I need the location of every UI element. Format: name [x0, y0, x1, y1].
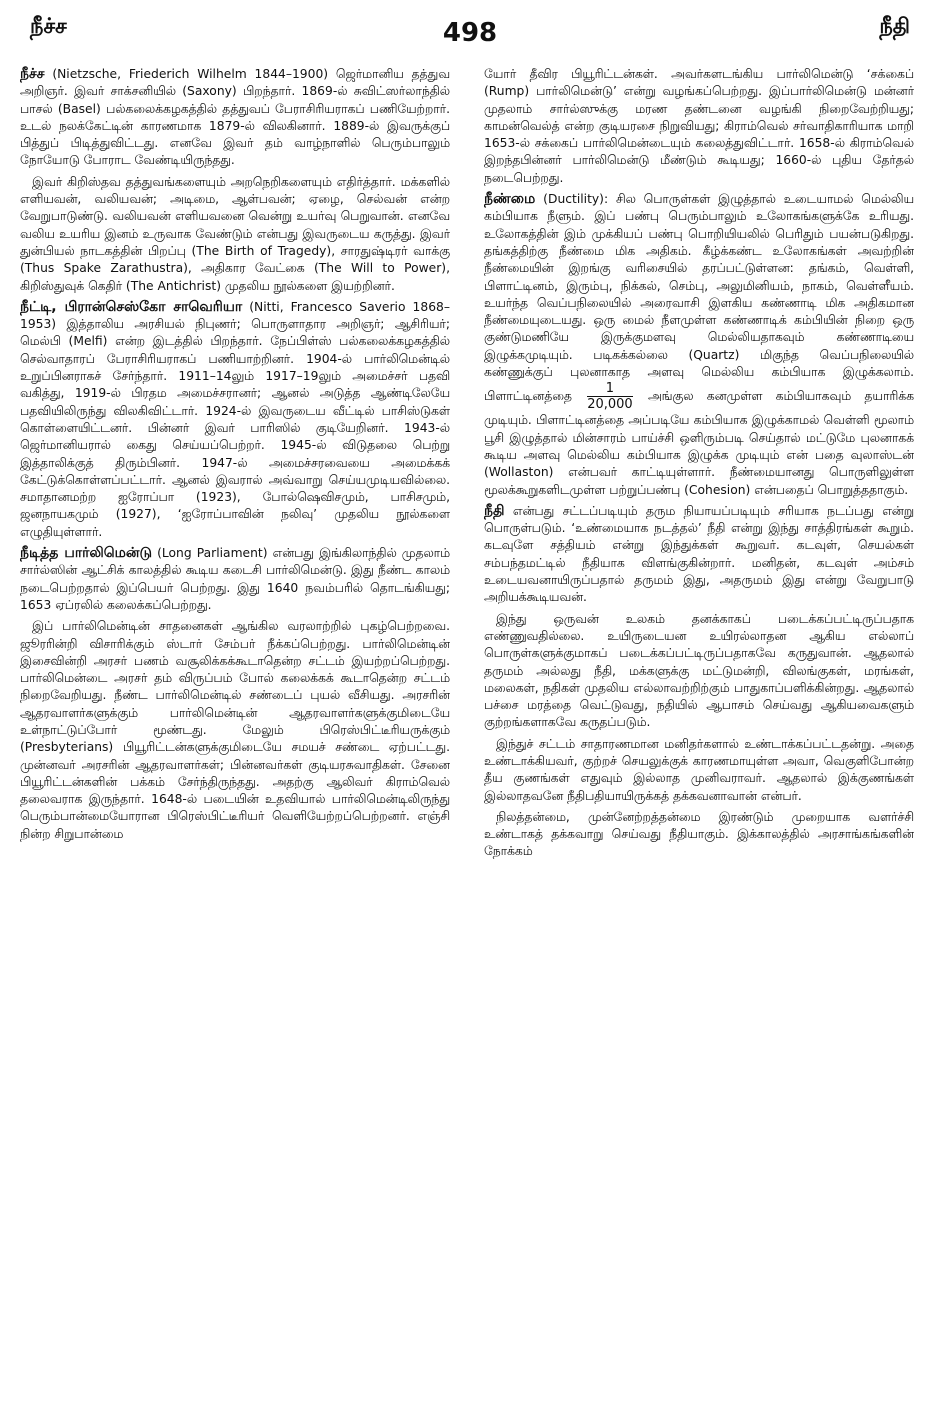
entry-long-parliament-continued: யோர் தீவிர பியூரிட்டன்கள். அவர்களடங்கிய பார்லிமென்டு ‘சக்கைப் (Rump) பார்லிமென்டு’ என்று வழங்கப்பெற்றது. இப்பார்லிமென்டு மன்னர் முதலாம் சார்ல்ஸுக்கு மரண தண்டனை வழங்கி நிறைவேற்றியது; காமன்வெல்த் என்ற குடியரசை நிறுவியது; கிராம்வெல் சர்வாதிகாரியாக மாறி 1653-ல் சக்கைப் பார்லிமென்டையும் கலைத்துவிட்டார். 1658-ல் கிராம்வெல் இறந்தபின்னர் பார்லிமென்டு மீண்டும் கூடியது; 1660-ல் புதிய தேர்தல் நடைபெற்றது. — [484, 67, 914, 185]
entry-nitti-body: (Nitti, Francesco Saverio 1868–1953) இத்தாலிய அரசியல் நிபுணர்; பொருளாதார அறிஞர்; ஆசிரியர்; மெல்பி (Melfi) என்ற இடத்தில் பிறந்தார். நேப்பிள்ஸ் பல்கலைக்கழகத்தில் செல்வாதாரப் பேராசிரியராகப் பணியாற்றினர். 1904-ல் பார்லிமென்டில் உறுப்பினராகச் சேர்ந்தார். 1911–14லும் 1917–19லும் அமைச்சர் பதவி வகித்து, 1919-ல் பிரதம அமைச்சரானர்; ஆனல் அடுத்த ஆண்டிலேயே பதவியிலிருந்து விலகிவிட்டார். 1924-ல் இவருடைய வீட்டில் பாசிஸ்டுகள் கொள்ளையிட்டனர். பின்னர் இவர் பாரிஸில் குடியேறினர். 1943-ல் ஜெர்மானியரால் கைது செய்யப்பெற்றர். 1945-ல் விடுதலை பெற்று இத்தாலிக்குத் திரும்பினர். 1947-ல் அமைச்சரவையை அமைக்கக் கேட்டுக்கொள்ளப்பட்டார். ஆனல் இவரால் அவ்வாறு செய்யமுடியவில்லை. சமாதானமற்ற ஐரோப்பா (1923), போல்ஷெவிசமும், பாசிசமும், ஜனநாயகமும் (1927), ‘ஐரோப்பாவின் நலிவு’ முதலிய நூல்களை எழுதியுள்ளார். — [20, 299, 450, 539]
entry-ductility — [484, 191, 914, 499]
page-header — [0, 0, 940, 56]
entry-nitti — [20, 299, 450, 541]
entry-neethi — [484, 503, 914, 607]
entry-neethi-body: என்பது சட்டப்படியும் தரும நியாயப்படியும் சரியாக நடப்பது என்று பொருள்படும். ‘உண்மையாக நடத்தல்’ நீதி என்று இந்து சாத்திரங்கள் கூறும். கடவுளே சத்தியம் என்று இந்துக்கள் கூறுவர். கடவுள், செயல்கள் சம்பந்தமட்டில் நீதியாக விளங்குகின்றார். மனிதன், கடவுள் அம்சம் உடையவனாயிருப்பதால் தருமம் இது, அதருமம் இது என்று வேறுபாடு அறியக்கூடியவன். — [484, 503, 914, 605]
fraction-numerator: 1 — [605, 381, 615, 397]
entry-long-parliament-para2: இப் பார்லிமென்டின் சாதனைகள் ஆங்கில வரலாற்றில் புகழ்பெற்றவை. ஜூரரின்றி விசாரிக்கும் ஸ்டார் சேம்பர் நீக்கப்பெற்றது. பார்லிமென்டின் இசைவின்றி அரசர் பணம் வசூலிக்கக்கூடாதென்ற சட்டம் இயற்றப்பெற்றது. பார்லிமென்டை அரசர் தம் விருப்பம் போல் கலைக்கக் கூடாதென்ற சட்டம் நிறைவேறியது. நீண்ட பார்லிமென்டில் சண்டைப் புயல் வீசியது. அரசரின் ஆதரவாளர்களுக்கும் பார்லிமென்டின் ஆதரவாளர்களுக்குமிடையே உள்நாட்டுப்போர் மூண்டது. மேலும் பிரெஸ்பிட்டீரியருக்கும் (Presbyterians) பியூரிட்டன்களுக்குமிடையே சமயச் சண்டை ஏற்பட்டது. முன்னவர் அரசரின் ஆதரவாளர்கள்; பின்னவர்கள் குடியரசுவாதிகள். சேனை பியூரிட்டன்களின் பக்கம் சேர்ந்திருந்தது. அதற்கு ஆலிவர் கிராம்வெல் தலைவராக இருந்தார். 1648-ல் படையின் உதவியால் பார்லிமென்டிலிருந்து பெரும்பான்மையோரான பிரெஸ்பிட்டீரியர் வெளியேற்றப்பெற்றனர். எஞ்சி நின்ற சிறுபான்மை — [20, 619, 450, 841]
entry-ductility-body: (Ductility): சில பொருள்கள் இழுத்தால் உடையாமல் மெல்லிய கம்பியாக நீளும். இப் பண்பு பெரும்பாலும் உலோகங்களுக்கே உரியது. உலோகத்தின் இம் முக்கியப் பண்பு பொறியியலில் பெரிதும் பயன்படுகிறது. தங்கத்திற்கு நீண்மை மிக அதிகம். கீழ்க்கண்ட உலோகங்கள் அவற்றின் நீண்மையின் இறங்கு வரிசையில் தரப்பட்டுள்ளன: தங்கம், வெள்ளி, பிளாட்டினம், இரும்பு, நிக்கல், செம்பு, அலுமினியம், நாகம், வெள்ளீயம். உயர்ந்த வெப்பநிலையில் அரைவாசி இளகிய கண்ணாடி மிக அதிகமான நீண்மையுடையது. ஒரு மைல் நீளமுள்ள கண்ணாடிக் கம்பியின் நிறை ஒரு குண்டுமணியே இருக்குமளவு மெல்லியதாகவும் கண்ணாடியை இழுக்கமுடியும். படிகக்கல்லை (Quartz) மிகுந்த வெப்பநிலையில் கண்ணுக்குப் புலனாகாத அளவு மெல்லிய கம்பியாக இழுக்கலாம். பிளாட்டினத்தை — [484, 192, 914, 404]
page-number: 498 — [442, 18, 498, 48]
entry-neethi-para2: இந்து ஒருவன் உலகம் தனக்காகப் படைக்கப்பட்டிருப்பதாக எண்ணுவதில்லை. உயிருடையன உயிரல்லாதன ஆகிய எல்லாப் பொருள்களுக்குமாகப் படைக்கப்பட்டிருப்பதாகவே கருதுவான். ஆதலால் தருமம் அல்லது நீதி, மக்களுக்கு மட்டுமன்றி, விலங்குகள், மரங்கள், மலைகள், நதிகள் முதலிய எல்லாவற்றிற்கும் பாதுகாப்பளிக்கின்றது. ஆதலால் பச்சை மரத்தை வெட்டுவது, நதியில் ஆபாசம் செய்வது ஆகியவைகளும் குற்றங்களாகவே கருதப்படும். — [484, 611, 914, 730]
entry-long-parliament — [20, 545, 450, 614]
left-column — [20, 66, 450, 1406]
entry-long-parliament-body: (Long Parliament) என்பது இங்கிலாந்தில் முதலாம் சார்ல்ஸின் ஆட்சிக் காலத்தில் கூடிய கடைசி பார்லிமென்டு. இது நீண்ட காலம் நடைபெற்றதால் இப்பெயர் பெற்றது. இது 1640 நவம்பரில் தொடங்கியது; 1653 ஏப்ரலில் கலைக்கப்பெற்றது. — [20, 546, 450, 612]
header-left-guide-word: நீச்ச — [30, 14, 67, 38]
headword-nitti: நீட்டி, பிரான்செஸ்கோ சாவெரியா — [20, 298, 243, 315]
entry-nietzsche — [20, 66, 450, 170]
entry-nietzsche-body: (Nietzsche, Friederich Wilhelm 1844–1900) ஜெர்மானிய தத்துவ அறிஞர். இவர் சாக்சனியில் (Saxony) பிறந்தார். 1869-ல் சுவிட்ஸர்லாந்தில் பாசல் (Basel) பல்கலைக்கழகத்தில் தத்துவப் பேராசிரியராகப் பணியேற்றார். உடல் நலக்கேட்டின் காரணமாக 1879-ல் விலகினார். 1889-ல் இவருக்குப் பித்துப் பிடித்துவிட்டது. எனவே இவர் தம் வாழ்நாளில் பெரும்பாலும் நோயோடு போராட வேண்டியிருந்தது. — [20, 67, 450, 168]
headword-long-parliament: நீடித்த பார்லிமென்டு — [20, 545, 152, 562]
entry-nietzsche-para2: இவர் கிறிஸ்தவ தத்துவங்களையும் அறநெறிகளையும் எதிர்த்தார். மக்களில் எளியவன், வலியவன்; அடிமை, ஆள்பவன்; ஏழை, செல்வன் என்ற வேறுபாடுண்டு. வலியவன் எளியவனை வென்று உயர்வு பெறுவான். எனவே வலிய உயரிய இனம் உருவாக வேண்டும் என்பது இவருடைய கருத்து. இவர் துன்பியல் நாடகத்தின் பிறப்பு (The Birth of Tragedy), சாரதுஷ்டிரர் வாக்கு (Thus Spake Zarathustra), அதிகார வேட்கை (The Will to Power), கிறிஸ்துவுக் கெதிர் (The Antichrist) முதலிய நூல்களை இயற்றினர். — [20, 174, 450, 293]
headword-neethi: நீதி — [484, 502, 505, 519]
header-right-guide-word: நீதி — [879, 14, 910, 38]
headword-ductility: நீண்மை — [484, 191, 536, 208]
entry-ductility-body-cont: அங்குல கனமுள்ள கம்பியாகவும் தயாரிக்க முடியும். பிளாட்டினத்தை அப்படியே கம்பியாக இழுக்காமல் வெள்ளி மூலாம் பூசி இழுத்தால் மின்சாரம் பாய்ச்சி ஒளிரும்படி செய்தால் மட்டுமே புலனாகக் கூடிய அளவு மெல்லிய கம்பியாக இழுக்க முடியும் என் பதை வுலாஸ்டன் (Wollaston) என்பவர் காட்டியுள்ளார். நீண்மையானது பொருளிலுள்ள மூலக்கூறுகளிடமுள்ள பற்றுப்பண்பு (Cohesion) என்பதைப் பொறுத்ததாகும். — [484, 389, 914, 497]
headword-nietzsche: நீச்ச — [20, 66, 45, 82]
entry-neethi-para3: இந்துச் சட்டம் சாதாரணமான மனிதர்களால் உண்டாக்கப்பட்டதன்று. அதை உண்டாக்கியவர், குற்றச் செயலுக்குக் காரணமாயுள்ள அவா, வெகுளிபோன்ற தீய குணங்கள் எதுவும் இல்லாத முனிவராவர். ஆதலால் இக்குணங்கள் இல்லாதவனே நீதிபதியாயிருக்கத் தக்கவனாவான் என்பர். — [484, 736, 914, 803]
fraction-denominator: 20,000 — [587, 397, 633, 413]
fraction — [587, 381, 633, 412]
right-column — [484, 66, 914, 1406]
entry-neethi-para4: நிலத்தன்மை, முன்னேற்றத்தன்மை இரண்டும் முறையாக வளர்ச்சி உண்டாகத் தக்கவாறு செய்வது நீதியாகும். இக்காலத்தில் அரசாங்கங்களின் நோக்கம் — [484, 809, 914, 859]
